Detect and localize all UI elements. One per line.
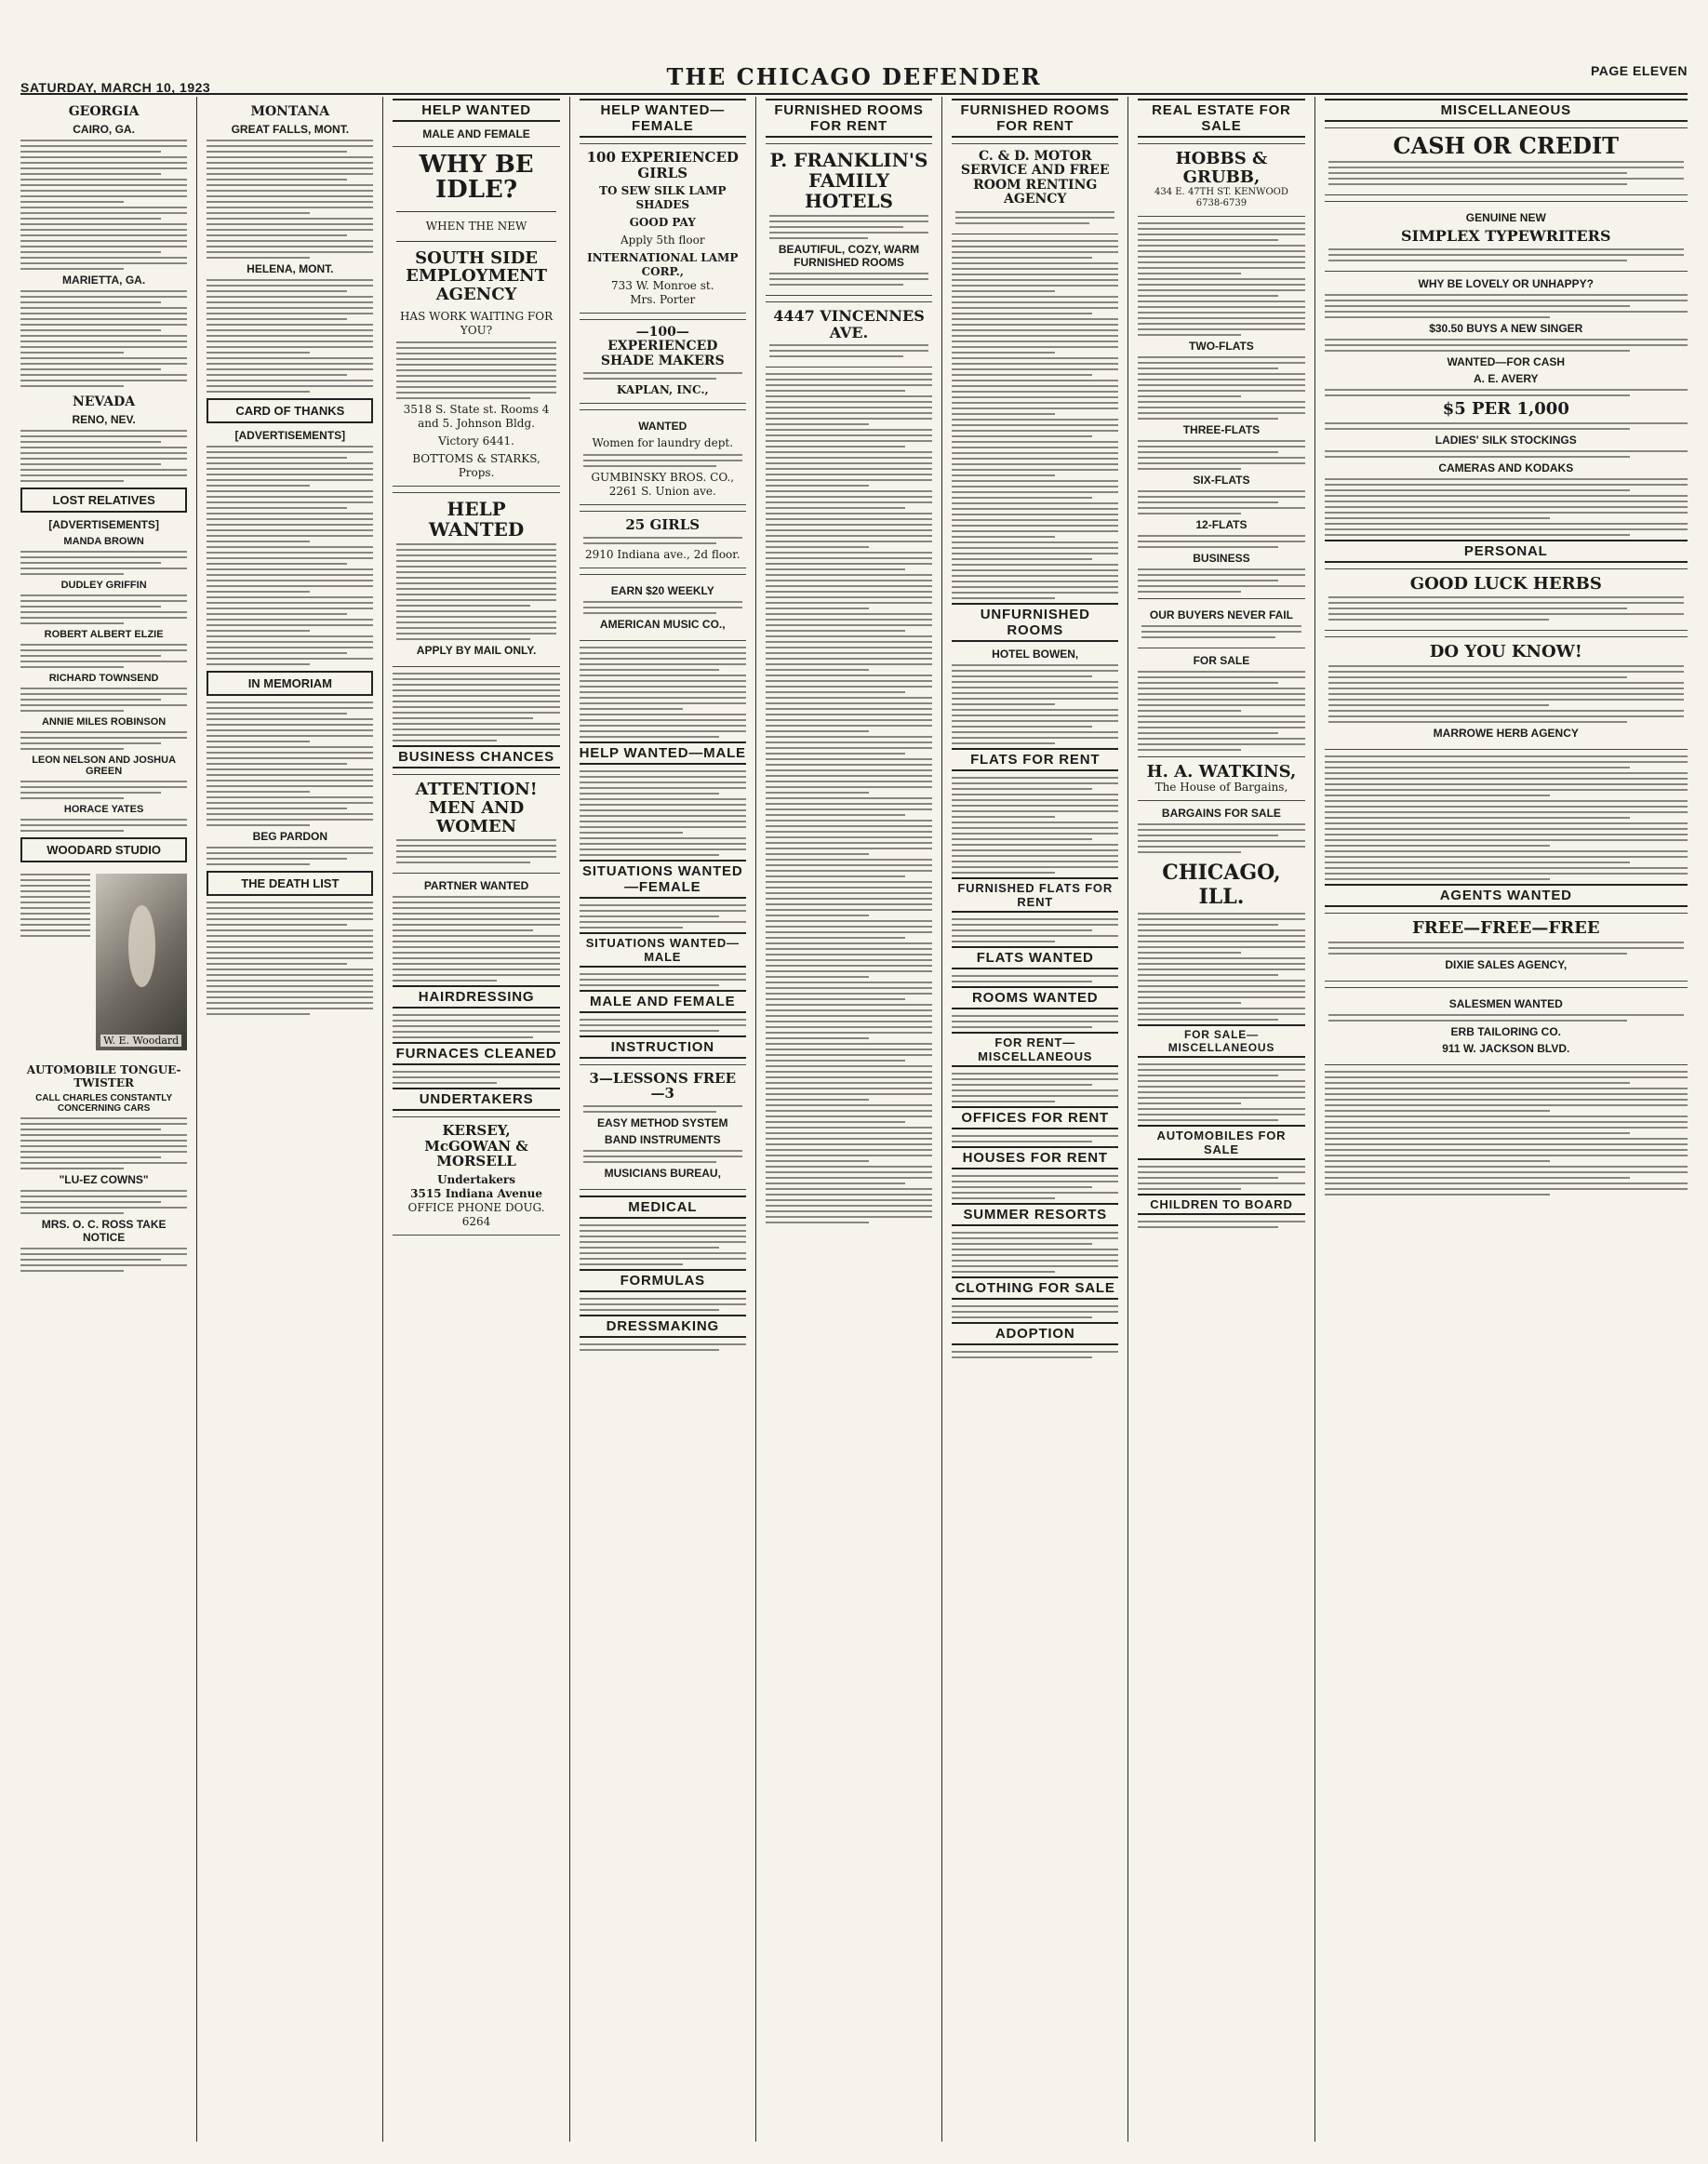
- lu-ez-heading: "LU-EZ COWNS": [59, 1173, 149, 1186]
- motor-service-ad: [952, 143, 1118, 234]
- why-be-idle: WHY BE IDLE?: [419, 151, 534, 205]
- kersey-sub: Undertakers: [437, 1172, 515, 1186]
- column-5: [766, 97, 942, 2142]
- tongue-twister-sub: CALL CHARLES CONSTANTLY CONCERNING CARS: [35, 1093, 173, 1114]
- lamp-address: 733 W. Monroe st.: [611, 279, 714, 292]
- employment-agency-ad: [393, 146, 559, 487]
- newspaper-name: THE CHICAGO DEFENDER: [666, 63, 1042, 90]
- girls25-heading: 25 GIRLS: [625, 516, 701, 534]
- rooms-wanted-header: ROOMS WANTED: [952, 986, 1118, 1009]
- woodard-studio-header: WOODARD STUDIO: [20, 837, 187, 862]
- kaplan-name: KAPLAN, INC.,: [616, 383, 709, 397]
- indiana-floor: 2910 Indiana ave., 2d floor.: [585, 547, 741, 561]
- issue-date: SATURDAY, MARCH 10, 1923: [20, 80, 211, 95]
- undertakers-header: UNDERTAKERS: [393, 1088, 559, 1111]
- motor-service: C. & D. MOTOR SERVICE AND FREE ROOM RENTING AGENCY: [960, 149, 1110, 207]
- musicians-bureau: MUSICIANS BUREAU,: [604, 1166, 721, 1180]
- apply-by-mail: APPLY BY MAIL ONLY.: [416, 643, 537, 657]
- beg-pardon-heading: BEG PARDON: [252, 830, 328, 843]
- apply-floor: Apply 5th floor: [620, 234, 705, 247]
- lost-entry: [20, 580, 187, 624]
- american-music: AMERICAN MUSIC CO.,: [599, 617, 726, 631]
- lost-name: RICHARD TOWNSEND: [48, 673, 159, 684]
- business-sub: BUSINESS: [1193, 551, 1250, 565]
- simplex-typewriters: SIMPLEX TYPEWRITERS: [1401, 227, 1611, 246]
- business-chances-header: BUSINESS CHANCES: [393, 745, 559, 768]
- heading-georgia: GEORGIA: [68, 104, 140, 119]
- sew-shades: TO SEW SILK LAMP SHADES: [599, 184, 727, 211]
- columns: [20, 97, 1688, 2142]
- lost-name: HORACE YATES: [63, 804, 144, 815]
- text-block: [20, 430, 187, 482]
- masthead-rule: [20, 93, 1688, 95]
- agency-phone: Victory 6441.: [438, 434, 514, 447]
- singer: $30.50 BUYS A NEW SINGER: [1429, 321, 1583, 335]
- notice-heading: MRS. O. C. ROSS TAKE NOTICE: [41, 1218, 167, 1244]
- partner-wanted: PARTNER WANTED: [423, 879, 529, 893]
- genuine-new: GENUINE NEW: [1465, 211, 1546, 225]
- earn-weekly: EARN $20 WEEKLY: [610, 583, 714, 597]
- kersey-ad: [393, 1116, 559, 1236]
- lessons-ad: [580, 1064, 746, 1190]
- three-flats: THREE-FLATS: [1182, 422, 1261, 436]
- chicago-heading: CHICAGO, ILL.: [1162, 861, 1281, 910]
- attention-ad: [393, 774, 559, 874]
- watkins-name: H. A. WATKINS,: [1146, 761, 1297, 781]
- sub-reno: RENO, NEV.: [72, 413, 136, 426]
- when-the-new: WHEN THE NEW: [425, 219, 527, 233]
- good-pay: GOOD PAY: [629, 216, 696, 229]
- dixie-agency: DIXIE SALES AGENCY,: [1445, 957, 1568, 971]
- lost-entry: [20, 629, 187, 668]
- franklin-ad: [766, 143, 932, 296]
- kersey-name: KERSEY, McGOWAN & MORSELL: [424, 1122, 528, 1170]
- advertisements-label: [ADVERTISEMENTS]: [234, 429, 346, 442]
- buyers-ad: [1138, 598, 1304, 648]
- column-3: [393, 97, 569, 2142]
- agency-props: BOTTOMS & STARKS, Props.: [412, 451, 540, 479]
- help-wanted-female-header: HELP WANTED—FEMALE: [580, 99, 746, 138]
- lost-entry: [20, 716, 187, 750]
- lost-name: MANDA BROWN: [63, 536, 144, 547]
- heading-nevada: NEVADA: [73, 394, 136, 409]
- column-2: [207, 97, 383, 2142]
- column-4: [580, 97, 756, 2142]
- dressmaking-header: DRESSMAKING: [580, 1315, 746, 1338]
- children-header: CHILDREN TO BOARD: [1138, 1194, 1304, 1215]
- wanted-label: WANTED: [638, 420, 687, 434]
- free-ad: [1325, 913, 1688, 982]
- agency-address: 3518 S. State st. Rooms 4 and 5. Johnson Bldg.: [403, 402, 550, 430]
- avery: A. E. AVERY: [1473, 371, 1539, 385]
- cash-or-credit: CASH OR CREDIT: [1393, 132, 1620, 159]
- do-you-know: DO YOU KNOW!: [1429, 642, 1582, 662]
- six-flats: SIX-FLATS: [1193, 473, 1250, 487]
- good-luck-herbs: GOOD LUCK HERBS: [1409, 573, 1602, 594]
- watkins-ad: [1138, 756, 1304, 802]
- bargains: BARGAINS FOR SALE: [1161, 807, 1281, 821]
- lost-entry: [20, 536, 187, 575]
- lost-name: DUDLEY GRIFFIN: [60, 580, 147, 591]
- in-memoriam-header: IN MEMORIAM: [207, 671, 373, 696]
- easy-method: EASY METHOD SYSTEM: [597, 1115, 728, 1129]
- lessons-free: 3—LESSONS FREE—3: [589, 1069, 737, 1102]
- mrs-porter: Mrs. Porter: [630, 293, 696, 306]
- woodard-portrait: [96, 874, 187, 1050]
- typewriters-ad: [1325, 201, 1688, 272]
- offices-header: OFFICES FOR RENT: [952, 1106, 1118, 1129]
- automobiles-header: AUTOMOBILES FOR SALE: [1138, 1125, 1304, 1160]
- text-block: [20, 290, 187, 387]
- text-block: [20, 140, 187, 270]
- hairdressing-header: HAIRDRESSING: [393, 985, 559, 1009]
- real-estate-header: REAL ESTATE FOR SALE: [1138, 99, 1304, 138]
- shade-makers: —100— EXPERIENCED SHADE MAKERS: [600, 325, 725, 368]
- sale-misc-header: FOR SALE—MISCELLANEOUS: [1138, 1024, 1304, 1058]
- help-wanted-big: HELP WANTED: [428, 497, 525, 541]
- girls25-ad: [580, 511, 746, 568]
- sub-helena: HELENA, MONT.: [247, 262, 334, 275]
- masthead: [20, 56, 1688, 93]
- lost-entry: [20, 755, 187, 799]
- lamp-corp-ad: [580, 143, 746, 314]
- situations-female-header: SITUATIONS WANTED—FEMALE: [580, 860, 746, 899]
- herbs-ad: [1325, 568, 1688, 632]
- cash-credit-ad: [1325, 127, 1688, 195]
- furnished-rooms-header-2: FURNISHED ROOMS FOR RENT: [952, 99, 1118, 138]
- laundry-ad: [580, 409, 746, 505]
- silk-stockings: LADIES' SILK STOCKINGS: [1434, 433, 1577, 447]
- lost-name: LEON NELSON AND JOSHUA GREEN: [32, 755, 177, 777]
- vincennes-address: 4447 VINCENNES AVE.: [773, 307, 925, 341]
- international-lamp: INTERNATIONAL LAMP CORP.,: [587, 251, 739, 278]
- watkins-sub: The House of Bargains,: [1154, 781, 1288, 795]
- column-8: [1325, 97, 1688, 2142]
- hotel-bowen: HOTEL BOWEN,: [992, 647, 1079, 661]
- lost-entry: [20, 804, 187, 832]
- furnished-rooms-header: FURNISHED ROOMS FOR RENT: [766, 99, 932, 138]
- laundry-text: Women for laundry dept.: [592, 436, 734, 450]
- formulas-header: FORMULAS: [580, 1269, 746, 1292]
- heading-montana: MONTANA: [250, 104, 330, 119]
- erb-tailoring: ERB TAILORING CO.: [1450, 1024, 1561, 1038]
- furnished-flats-header: FURNISHED FLATS FOR RENT: [952, 877, 1118, 913]
- hobbs-address: 434 E. 47TH ST. KENWOOD 6738-6739: [1154, 186, 1288, 209]
- marrowe-agency: MARROWE HERB AGENCY: [1433, 727, 1579, 741]
- flats-for-rent-header: FLATS FOR RENT: [952, 748, 1118, 771]
- tongue-twister-heading: AUTOMOBILE TONGUE-TWISTER: [26, 1063, 181, 1089]
- vincennes-ad: [766, 301, 932, 367]
- sub-marietta: MARIETTA, GA.: [62, 274, 146, 287]
- per-thousand: $5 PER 1,000: [1442, 398, 1569, 419]
- sub-cairo: CAIRO, GA.: [73, 123, 135, 136]
- two-flats: TWO-FLATS: [1189, 339, 1254, 353]
- help-wanted-ad: [393, 492, 559, 667]
- card-of-thanks-header: CARD OF THANKS: [207, 398, 373, 423]
- summer-resorts-header: SUMMER RESORTS: [952, 1203, 1118, 1226]
- has-work: HAS WORK WAITING FOR YOU?: [399, 309, 554, 337]
- band-instruments: BAND INSTRUMENTS: [604, 1132, 721, 1146]
- lovely-unhappy: WHY BE LOVELY OR UNHAPPY?: [1418, 276, 1595, 290]
- salesmen-wanted: SALESMEN WANTED: [1448, 996, 1563, 1010]
- unfurnished-rooms-header: UNFURNISHED ROOMS: [952, 603, 1118, 642]
- portrait-caption: W. E. Woodard: [100, 1035, 181, 1047]
- hobbs-grubb: HOBBS & GRUBB,: [1175, 149, 1268, 187]
- gumbinsky: GUMBINSKY BROS. CO., 2261 S. Union ave.: [591, 471, 735, 499]
- twelve-flats: 12-FLATS: [1195, 517, 1248, 531]
- free-free-free: FREE—FREE—FREE: [1412, 918, 1600, 939]
- situations-male-header: SITUATIONS WANTED—MALE: [580, 932, 746, 968]
- personal-header: PERSONAL: [1325, 540, 1688, 563]
- help-wanted-male-header: HELP WANTED—MALE: [580, 741, 746, 765]
- do-you-know-ad: [1325, 636, 1688, 750]
- hobbs-grubb-ad: [1138, 143, 1304, 217]
- kersey-address: 3515 Indiana Avenue: [410, 1186, 542, 1200]
- male-female-header: MALE AND FEMALE: [580, 990, 746, 1013]
- kersey-phone: OFFICE PHONE DOUG. 6264: [407, 1200, 545, 1228]
- beautiful-rooms: BEAUTIFUL, COZY, WARM FURNISHED ROOMS: [778, 243, 920, 269]
- lost-name: ROBERT ALBERT ELZIE: [44, 629, 164, 640]
- miscellaneous-header: MISCELLANEOUS: [1325, 99, 1688, 122]
- rent-misc-header: FOR RENT—MISCELLANEOUS: [952, 1032, 1118, 1067]
- furnaces-header: FURNACES CLEANED: [393, 1042, 559, 1065]
- agency-name: SOUTH SIDE EMPLOYMENT AGENCY: [406, 247, 547, 305]
- salesmen-ad: [1325, 987, 1688, 1065]
- column-7: [1138, 97, 1314, 2142]
- wanted-cash: WANTED—FOR CASH: [1447, 354, 1566, 368]
- houses-header: HOUSES FOR RENT: [952, 1146, 1118, 1169]
- erb-address: 911 W. JACKSON BLVD.: [1442, 1041, 1570, 1055]
- for-sale: FOR SALE: [1193, 653, 1250, 667]
- clothing-header: CLOTHING FOR SALE: [952, 1276, 1118, 1300]
- medical-header: MEDICAL: [580, 1196, 746, 1219]
- cameras-kodaks: CAMERAS AND KODAKS: [1438, 461, 1574, 474]
- sub-great-falls: GREAT FALLS, MONT.: [231, 123, 350, 136]
- flats-wanted-header: FLATS WANTED: [952, 946, 1118, 969]
- lost-name: ANNIE MILES ROBINSON: [41, 716, 167, 728]
- instruction-header: INSTRUCTION: [580, 1035, 746, 1059]
- franklin-hotels: P. FRANKLIN'S FAMILY HOTELS: [769, 149, 928, 212]
- agents-wanted-header: AGENTS WANTED: [1325, 884, 1688, 907]
- column-6: [952, 97, 1128, 2142]
- lost-entry: [20, 673, 187, 712]
- page-number: PAGE ELEVEN: [1590, 63, 1688, 78]
- attention-heading: ATTENTION! MEN AND WOMEN: [415, 779, 538, 836]
- adoption-header: ADOPTION: [952, 1322, 1118, 1345]
- column-1: [20, 97, 197, 2142]
- male-female-sub: MALE AND FEMALE: [422, 127, 530, 140]
- music-co-ad: [580, 574, 746, 641]
- help-wanted-header: HELP WANTED: [393, 99, 559, 122]
- buyers-never-fail: OUR BUYERS NEVER FAIL: [1149, 608, 1293, 621]
- death-list-header: THE DEATH LIST: [207, 871, 373, 896]
- lost-relatives-header: LOST RELATIVES: [20, 488, 187, 513]
- advertisements-label: [ADVERTISEMENTS]: [48, 518, 159, 531]
- kaplan-ad: [580, 319, 746, 404]
- girls-heading: 100 EXPERIENCED GIRLS: [586, 149, 739, 181]
